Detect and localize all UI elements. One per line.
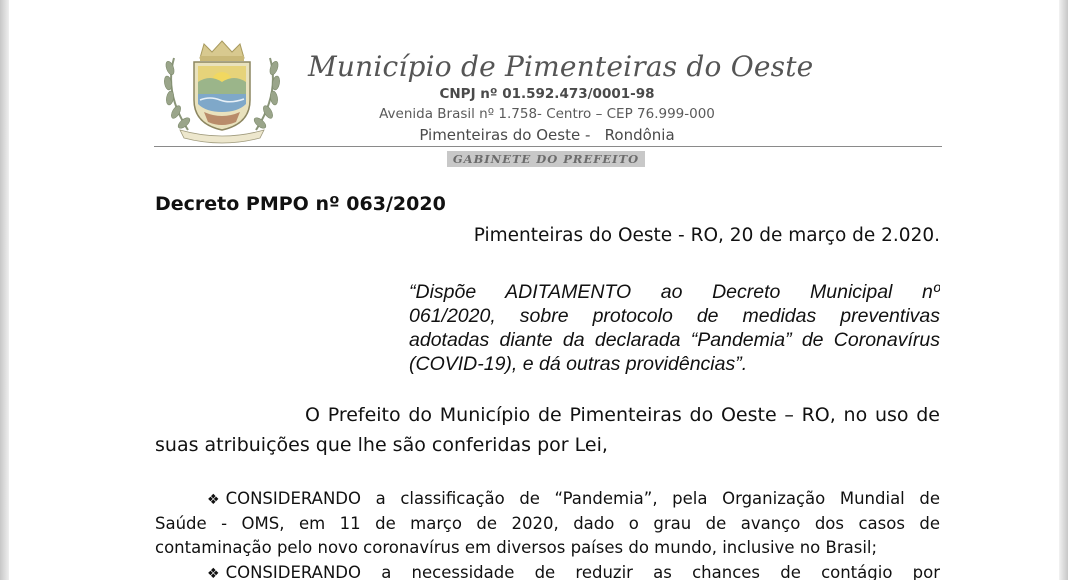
- considerando-line: [155, 561, 940, 580]
- summary-line: adotadas diante da declarada “Pandemia” de Coronavírus: [409, 329, 940, 351]
- summary-line: (COVID-19), e dá outras providências”.: [409, 353, 748, 375]
- diamond-bullet-icon: ❖: [207, 492, 220, 508]
- preamble-line: suas atribuições que lhe são conferidas por Lei,: [155, 434, 608, 456]
- page-right-shadow: [1059, 0, 1068, 580]
- considerando-paragraph-2: [155, 561, 940, 580]
- decree-title: Decreto PMPO nº 063/2020: [155, 193, 446, 215]
- office-stamp: GABINETE DO PREFEITO: [447, 151, 645, 167]
- considerando-line: [155, 487, 940, 512]
- address-line: Avenida Brasil nº 1.758- Centro – CEP 76.999-000: [379, 106, 715, 122]
- considerando-line: contaminação pelo novo coronavírus em diversos países do mundo, inclusive no Brasil;: [155, 538, 878, 557]
- city-state-line: Pimenteiras do Oeste - Rondônia: [419, 126, 675, 144]
- considerando-line: Saúde - OMS, em 11 de março de 2020, dado o grau de avanço dos casos de: [155, 513, 940, 533]
- decree-date: Pimenteiras do Oeste - RO, 20 de março de 2.020.: [473, 225, 940, 246]
- summary-line: “Dispõe ADITAMENTO ao Decreto Municipal nº: [409, 281, 940, 303]
- preamble-paragraph: [155, 400, 940, 460]
- coat-of-arms-icon: [160, 38, 284, 144]
- municipality-title: Município de Pimenteiras do Oeste: [308, 50, 814, 83]
- header-divider: [154, 146, 942, 147]
- decree-summary: [409, 280, 940, 376]
- cnpj-line: CNPJ nº 01.592.473/0001-98: [439, 86, 655, 102]
- considerando-paragraph-1: [155, 487, 940, 561]
- considerando-text: CONSIDERANDO a classificação de “Pandemia”, pela Organização Mundial de: [225, 489, 940, 508]
- page-left-shadow: [0, 0, 9, 580]
- summary-line: 061/2020, sobre protocolo de medidas preventivas: [409, 305, 940, 327]
- diamond-bullet-icon: ❖: [207, 566, 220, 580]
- preamble-line: O Prefeito do Município de Pimenteiras do Oeste – RO, no uso de: [305, 404, 940, 426]
- considerando-text: CONSIDERANDO a necessidade de reduzir as chances de contágio por: [225, 563, 940, 580]
